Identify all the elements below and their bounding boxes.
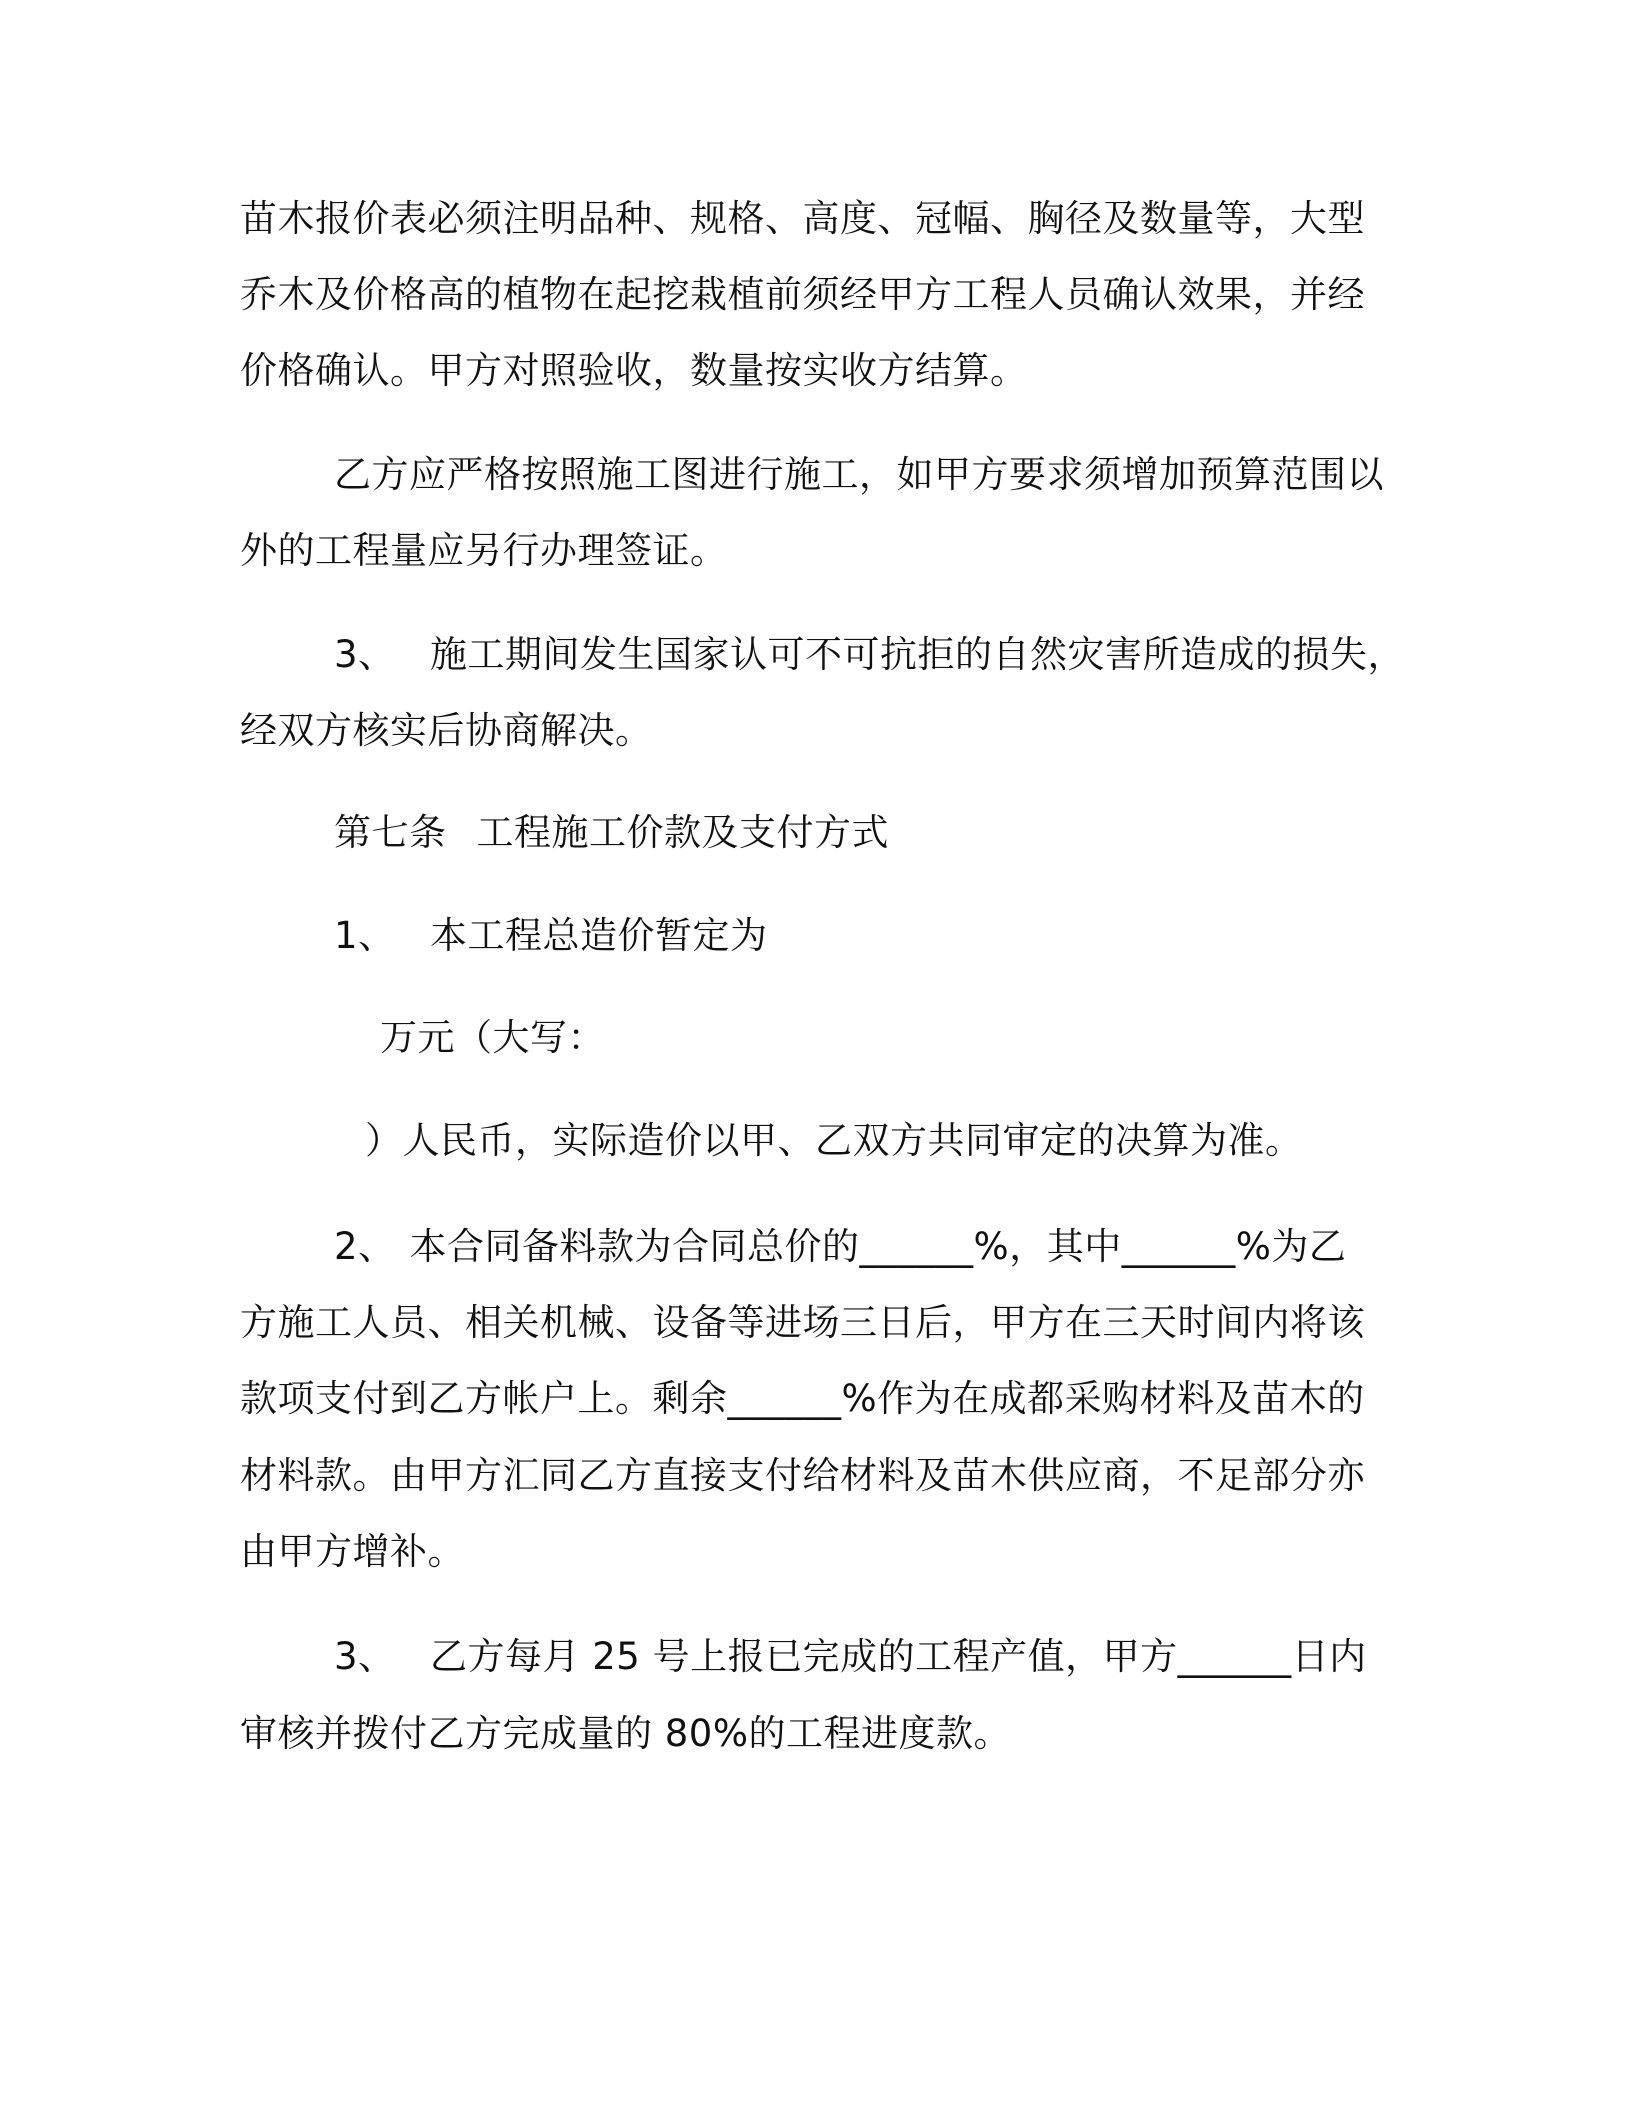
paragraph-line [240,1527,465,1577]
clause-number: 3、 [334,1635,396,1678]
paragraph-line [334,450,1384,500]
text-line: ）人民币，实际造价以甲、乙双方共同审定的决算为准。 [365,1119,1303,1162]
clause-number: 3、 [334,633,396,676]
paragraph-line [380,1013,605,1063]
clause-item-2 [334,1222,1346,1272]
clause-number: 2、 [334,1225,396,1268]
paragraph-line [240,1298,1365,1348]
paragraph-line [240,526,728,576]
text-line: 外的工程量应另行办理签证。 [240,529,728,572]
text-line: 本合同备料款为合同总价的______%，其中______%为乙 [409,1225,1347,1268]
text-line: 乙方每月 25 号上报已完成的工程产值，甲方______日内 [430,1635,1367,1678]
text-line: 由甲方增补。 [240,1530,465,1573]
text-line: 方施工人员、相关机械、设备等进场三日后，甲方在三天时间内将该 [240,1301,1365,1344]
paragraph-line [240,270,1365,320]
clause-item-3 [334,1632,1367,1682]
paragraph-line [240,1451,1365,1501]
clause-number: 1、 [334,914,396,957]
paragraph-line [240,706,653,756]
text-line: 施工期间发生国家认可不可抗拒的自然灾害所造成的损失， [430,633,1405,676]
article-heading [334,808,889,858]
paragraph-line [240,346,1028,396]
article-number: 第七条 [334,811,447,854]
text-line: 款项支付到乙方帐户上。剩余______%作为在成都采购材料及苗木的 [240,1377,1365,1420]
paragraph-line [240,1709,1011,1759]
clause-item-1 [334,911,768,961]
text-line: 审核并拨付乙方完成量的 80%的工程进度款。 [240,1712,1011,1755]
text-line: 材料款。由甲方汇同乙方直接支付给材料及苗木供应商，不足部分亦 [240,1454,1365,1497]
text-line: 乙方应严格按照施工图进行施工，如甲方要求须增加预算范围以 [334,453,1384,496]
paragraph-line [365,1116,1303,1166]
clause-item-3 [334,630,1405,680]
text-line: 本工程总造价暂定为 [430,914,768,957]
text-line: 苗木报价表必须注明品种、规格、高度、冠幅、胸径及数量等，大型 [240,197,1365,240]
article-title: 工程施工价款及支付方式 [476,811,889,854]
paragraph-line [240,194,1365,244]
text-line: 经双方核实后协商解决。 [240,709,653,752]
paragraph-line [240,1374,1365,1424]
text-line: 乔木及价格高的植物在起挖栽植前须经甲方工程人员确认效果，并经 [240,273,1365,316]
text-line: 万元（大写： [380,1016,605,1059]
text-line: 价格确认。甲方对照验收，数量按实收方结算。 [240,349,1028,392]
